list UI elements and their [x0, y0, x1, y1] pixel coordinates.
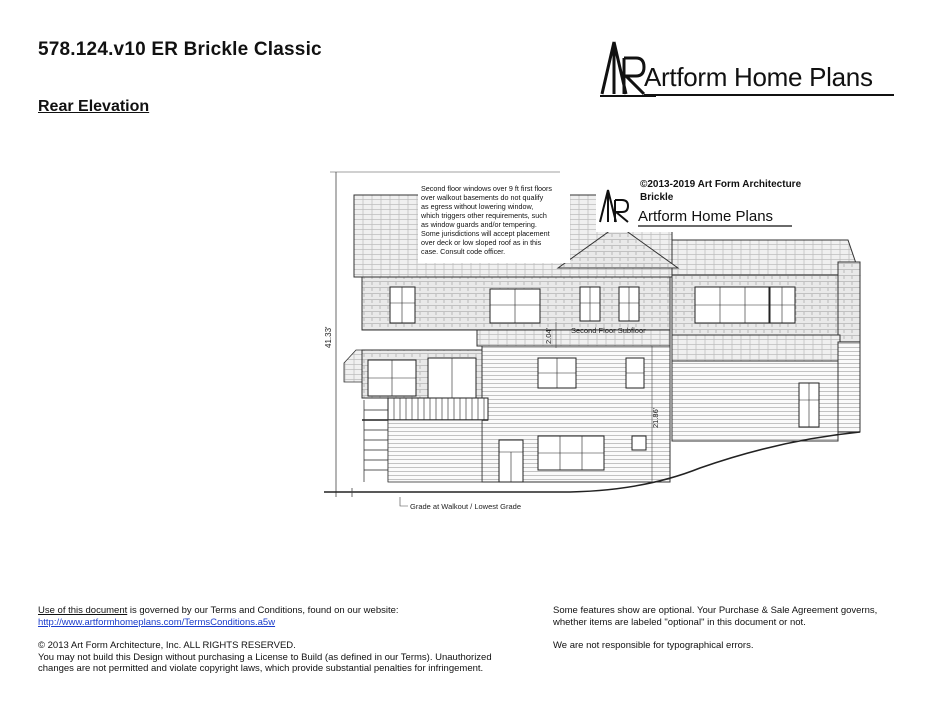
watermark-brand: Artform Home Plans	[638, 208, 774, 225]
typo-disclaimer: We are not responsible for typographical errors.	[553, 640, 754, 651]
use-of-document-text: Use of this document	[38, 605, 128, 616]
brand-name: Artform Home Plans	[644, 62, 873, 92]
terms-url-link[interactable]: http://www.artformhomeplans.com/TermsConditions.a5w	[38, 616, 276, 628]
optional-features-line1: Some features show are optional. Your Purchase & Sale Agreement governs,	[553, 605, 878, 616]
footer-left	[38, 605, 538, 675]
optional-features-line2: whether items are labeled "optional" in this document or not.	[553, 616, 806, 628]
terms-line: Use of this document is governed by our Terms and Conditions, found on our website:	[38, 605, 399, 616]
brand-underline	[644, 94, 894, 96]
rear-elevation-drawing	[320, 163, 870, 515]
copyright-notice: © 2013 Art Form Architecture, Inc. ALL RIGHTS RESERVED.	[38, 640, 296, 651]
watermark-plan-name: Brickle	[640, 192, 674, 203]
license-notice-line1: You may not build this Design without purchasing a License to Build (as defined in our Terms). Unauthorized	[38, 651, 492, 663]
footer-right	[553, 605, 913, 652]
brand-logo	[598, 38, 898, 98]
second-floor-subfloor-label: Second Floor Subfloor	[571, 326, 646, 335]
plan-title: 578.124.v10 ER Brickle Classic	[38, 39, 322, 60]
license-notice-line2: changes are not permitted and violate copyright laws, which provide substantial penalties for infringement.	[38, 663, 484, 674]
dimension-total-label: 41.33'	[324, 326, 333, 348]
view-title: Rear Elevation	[38, 98, 150, 115]
dimension-second-floor-label: 2.04'	[544, 327, 553, 344]
watermark-copyright: ©2013-2019 Art Form Architecture	[640, 179, 802, 190]
dimension-lower-label: 21.86'	[651, 407, 660, 428]
egress-note: Second floor windows over 9 ft first floors over walkout basements do not qualify as egress without lowering window, which triggers other requirements, such as window guards and/or tempering. Some jurisdictions will accept placement over deck or low sloped roof as in this case. Consult code officer.	[421, 184, 553, 256]
grade-label: Grade at Walkout / Lowest Grade	[410, 502, 522, 511]
terms-conditions-text: Terms and Conditions	[210, 605, 303, 616]
